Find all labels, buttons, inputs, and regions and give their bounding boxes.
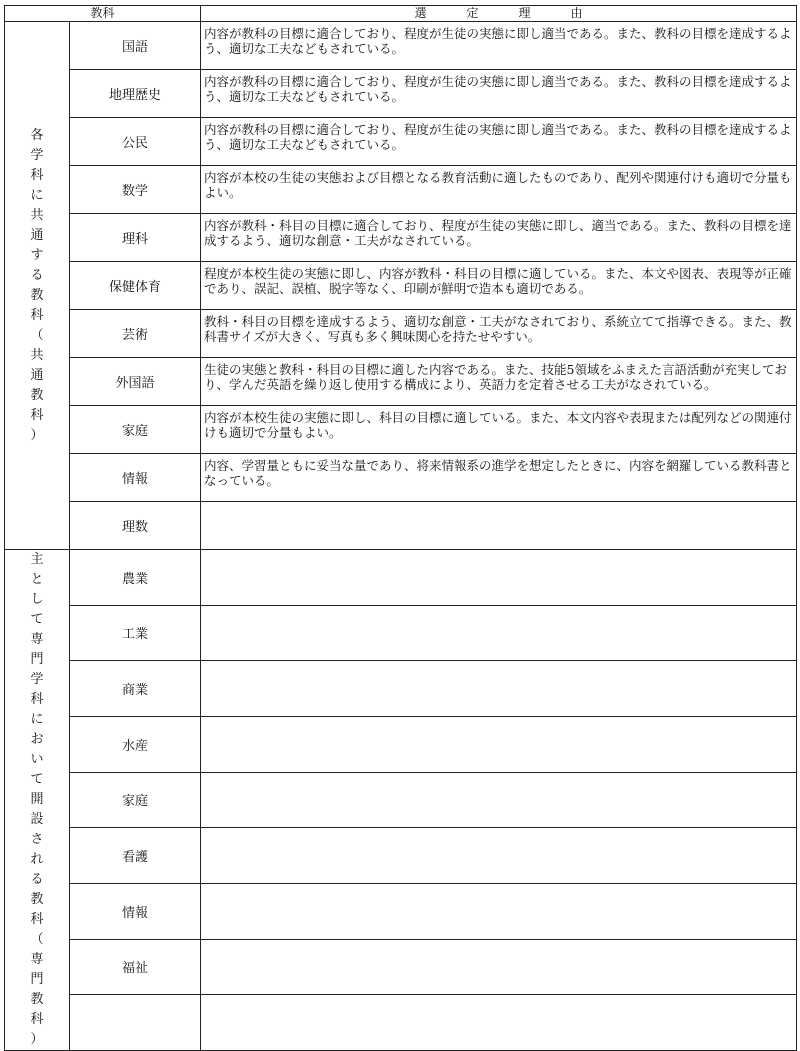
reason-cell: 内容が教科の目標に適合しており、程度が生徒の実態に即し適当である。また、教科の目標を達成するよう、適切な工夫などもされている。 (201, 118, 797, 166)
table-row (5, 939, 797, 995)
table-row (5, 454, 797, 502)
subject-cell: 公民 (70, 118, 201, 166)
reason-cell (201, 883, 797, 939)
reason-cell (201, 995, 797, 1051)
table-row (5, 828, 797, 884)
subject-cell: 理数 (70, 502, 201, 550)
subject-cell: 工業 (70, 605, 201, 661)
table-row (5, 310, 797, 358)
reason-cell: 内容が教科の目標に適合しており、程度が生徒の実態に即し適当である。また、教科の目標を達成するよう、適切な工夫などもされている。 (201, 70, 797, 118)
subject-cell: 情報 (70, 883, 201, 939)
table-row (5, 716, 797, 772)
reason-cell: 内容、学習量ともに妥当な量であり、将来情報系の進学を想定したときに、内容を網羅している教科書となっている。 (201, 454, 797, 502)
subject-cell: 福祉 (70, 939, 201, 995)
reason-column-header: 選 定 理 由 (201, 6, 797, 22)
reason-cell (201, 716, 797, 772)
reason-cell (201, 502, 797, 550)
subject-cell (70, 995, 201, 1051)
subject-cell: 芸術 (70, 310, 201, 358)
group-label (5, 22, 70, 550)
table-row (5, 22, 797, 70)
table-row (5, 550, 797, 606)
table-row (5, 995, 797, 1051)
reason-cell: 内容が本校生徒の実態に即し、科目の目標に適している。また、本文内容や表現または配列などの関連付けも適切で分量もよい。 (201, 406, 797, 454)
subject-cell: 保健体育 (70, 262, 201, 310)
table-row (5, 772, 797, 828)
table-row (5, 262, 797, 310)
table-row (5, 166, 797, 214)
subject-cell: 看護 (70, 828, 201, 884)
group-label-vertical-text: 各 学 科 に 共 通 す る 教 科 （ 共 通 教 科 ） (30, 127, 44, 443)
subject-cell: 理科 (70, 214, 201, 262)
subject-cell: 情報 (70, 454, 201, 502)
table-row (5, 661, 797, 717)
reason-cell: 内容が教科・科目の目標に適合しており、程度が生徒の実態に即し、適当である。また、教科の目標を達成するよう、適切な創意・工夫がなされている。 (201, 214, 797, 262)
reason-cell: 程度が本校生徒の実態に即し、内容が教科・科目の目標に適している。また、本文や図表、表現等が正確であり、誤記、誤植、脱字等なく、印刷が鮮明で造本も適切である。 (201, 262, 797, 310)
table-row (5, 358, 797, 406)
table-body (5, 22, 797, 1051)
subject-cell: 地理歴史 (70, 70, 201, 118)
table-row (5, 502, 797, 550)
subject-cell: 農業 (70, 550, 201, 606)
reason-cell (201, 661, 797, 717)
subject-column-header: 教科 (5, 6, 201, 22)
subject-cell: 外国語 (70, 358, 201, 406)
subject-cell: 家庭 (70, 772, 201, 828)
subject-cell: 家庭 (70, 406, 201, 454)
reason-cell: 内容が本校の生徒の実態および目標となる教育活動に適したものであり、配列や関連付けも適切で分量もよい。 (201, 166, 797, 214)
group-label (5, 550, 70, 1051)
reason-cell (201, 772, 797, 828)
reason-cell: 教科・科目の目標を達成するよう、適切な創意・工夫がなされており、系統立てて指導できる。また、教科書サイズが大きく、写真も多く興味関心を持たせやすい。 (201, 310, 797, 358)
reason-cell (201, 828, 797, 884)
table-row (5, 406, 797, 454)
table-row (5, 883, 797, 939)
subject-cell: 国語 (70, 22, 201, 70)
subject-cell: 数学 (70, 166, 201, 214)
table-row (5, 605, 797, 661)
table-row (5, 214, 797, 262)
group-label-vertical-text: 主 と し て 専 門 学 科 に お い て 開 設 さ れ る 教 科 （ 専 門 教 科 ） (30, 552, 44, 1047)
reason-cell (201, 550, 797, 606)
textbook-selection-table (4, 5, 797, 1051)
reason-cell: 生徒の実態と教科・科目の目標に適した内容である。また、技能5領域をふまえた言語活動が充実しており、学んだ英語を繰り返し使用する構成により、英語力を定着させる工夫がなされている。 (201, 358, 797, 406)
subject-cell: 商業 (70, 661, 201, 717)
subject-cell: 水産 (70, 716, 201, 772)
reason-cell: 内容が教科の目標に適合しており、程度が生徒の実態に即し適当である。また、教科の目標を達成するよう、適切な工夫などもされている。 (201, 22, 797, 70)
reason-cell (201, 605, 797, 661)
reason-cell (201, 939, 797, 995)
table-row (5, 70, 797, 118)
table-row (5, 118, 797, 166)
